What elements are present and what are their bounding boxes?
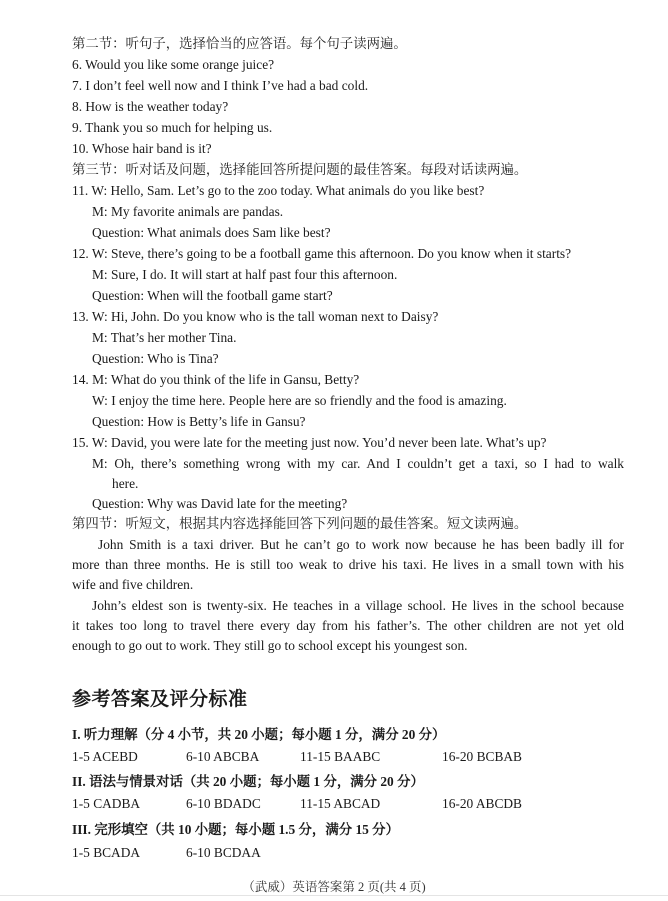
dialogue-line: M: Sure, I do. It will start at half past four this afternoon.: [92, 267, 398, 282]
passage-line: wife and five children.: [72, 577, 194, 592]
dialogue-question: Question: Why was David late for the meeting?: [92, 496, 348, 511]
section3-heading: 第三节：听对话及问题，选择能回答所提问题的最佳答案。每段对话读两遍。: [72, 162, 528, 177]
section2-heading: 第二节：听句子，选择恰当的应答语。每个句子读两遍。: [72, 36, 407, 51]
footer-divider: [0, 895, 668, 896]
dialogue-line: W: I enjoy the time here. People here are so friendly and the food is amazing.: [92, 393, 507, 408]
dialogue-question: Question: When will the football game start?: [92, 288, 333, 303]
dialogue-line: 11. W: Hello, Sam. Let’s go to the zoo today. What animals do you like best?: [72, 183, 485, 198]
passage-line: John Smith is a taxi driver. But he can’t go to work now because he has been badly ill for: [98, 537, 624, 552]
dialogue-line: 15. W: David, you were late for the meeting just now. You’d never been late. What’s up?: [72, 435, 547, 450]
passage-line: more than three months. He is still too weak to drive his taxi. He lives in a small town with his: [72, 557, 624, 572]
dialogue-line: 12. W: Steve, there’s going to be a football game this afternoon. Do you know when it starts?: [72, 246, 572, 261]
answer-group: 6-10 BCDAA: [186, 845, 261, 860]
answer-group: 11-15 BAABC: [300, 749, 381, 764]
answers-part1-heading: I. 听力理解（分 4 小节，共 20 小题；每小题 1 分，满分 20 分）: [72, 727, 446, 742]
passage-line: enough to go out to work. They still go to school except his youngest son.: [72, 638, 468, 653]
dialogue-line: M: Oh, there’s something wrong with my car. And I couldn’t get a taxi, so I had to walk: [92, 456, 624, 471]
answer-group: 6-10 BDADC: [186, 796, 261, 811]
section4-heading: 第四节：听短文，根据其内容选择能回答下列问题的最佳答案。短文读两遍。: [72, 516, 528, 531]
passage-line: John’s eldest son is twenty-six. He teaches in a village school. He lives in the school because: [92, 598, 624, 613]
answers-part2-heading: II. 语法与情景对话（共 20 小题；每小题 1 分，满分 20 分）: [72, 774, 424, 789]
answers-title: 参考答案及评分标准: [72, 688, 248, 710]
passage-line: it takes too long to travel there every day from his father’s. The other children are not yet old: [72, 618, 624, 633]
answer-group: 16-20 ABCDB: [442, 796, 522, 811]
dialogue-question: Question: Who is Tina?: [92, 351, 219, 366]
section2-item: 10. Whose hair band is it?: [72, 141, 212, 156]
answer-group: 1-5 ACEBD: [72, 749, 138, 764]
answer-group: 6-10 ABCBA: [186, 749, 260, 764]
dialogue-line: here.: [112, 476, 139, 491]
answer-group: 1-5 CADBA: [72, 796, 141, 811]
section2-item: 7. I don’t feel well now and I think I’ve had a bad cold.: [72, 78, 369, 93]
dialogue-line: 13. W: Hi, John. Do you know who is the tall woman next to Daisy?: [72, 309, 439, 324]
dialogue-line: M: My favorite animals are pandas.: [92, 204, 284, 219]
section2-item: 8. How is the weather today?: [72, 99, 229, 114]
dialogue-line: M: That’s her mother Tina.: [92, 330, 237, 345]
answers-part3-heading: III. 完形填空（共 10 小题；每小题 1.5 分，满分 15 分）: [72, 822, 399, 837]
page-footer: （武威）英语答案第 2 页(共 4 页): [242, 880, 426, 894]
dialogue-question: Question: What animals does Sam like best?: [92, 225, 331, 240]
answer-group: 16-20 BCBAB: [442, 749, 522, 764]
section2-item: 6. Would you like some orange juice?: [72, 57, 275, 72]
answer-group: 1-5 BCADA: [72, 845, 141, 860]
answer-group: 11-15 ABCAD: [300, 796, 381, 811]
dialogue-line: 14. M: What do you think of the life in Gansu, Betty?: [72, 372, 360, 387]
section2-item: 9. Thank you so much for helping us.: [72, 120, 273, 135]
dialogue-question: Question: How is Betty’s life in Gansu?: [92, 414, 306, 429]
